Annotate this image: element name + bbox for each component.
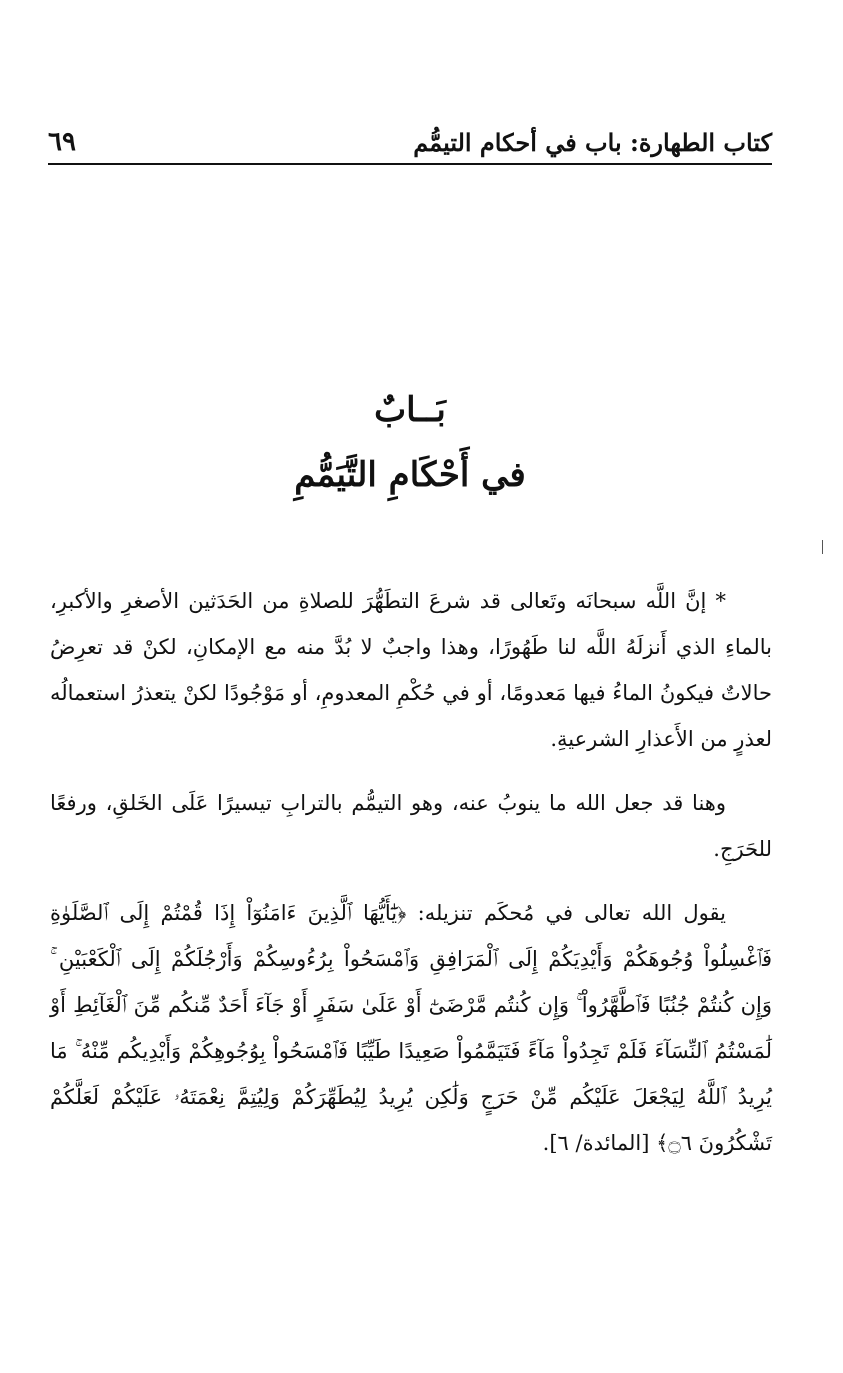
quran-verse: ﴿يَٰٓأَيُّهَا ٱلَّذِينَ ءَامَنُوٓاْ إِذَا قُمْتُمْ إِلَى ٱلصَّلَوٰةِ فَٱغْسِلُواْ وُجُوهَكُمْ وَأَيْدِيَكُمْ إِلَى ٱلْمَرَافِقِ وَٱمْسَحُواْ بِرُءُوسِكُمْ وَأَرْجُلَكُمْ إِلَى ٱلْكَعْبَيْنِ ۚ وَإِن كُنتُمْ جُنُبًا فَٱطَّهَّرُواْ ۚ وَإِن كُنتُم مَّرْضَىٰٓ أَوْ عَلَىٰ سَفَرٍ أَوْ جَآءَ أَحَدٌ مِّنكُم مِّنَ ٱلْغَآئِطِ أَوْ لَٰمَسْتُمُ ٱلنِّسَآءَ فَلَمْ تَجِدُواْ مَآءً فَتَيَمَّمُواْ صَعِيدًا طَيِّبًا فَٱمْسَحُواْ بِوُجُوهِكُمْ وَأَيْدِيكُم مِّنْهُ ۚ مَا يُرِيدُ ٱللَّهُ لِيَجْعَلَ عَلَيْكُم مِّنْ حَرَجٍ وَلَٰكِن يُرِيدُ لِيُطَهِّرَكُمْ وَلِيُتِمَّ نِعْمَتَهُۥ عَلَيْكُمْ لَعَلَّكُمْ تَشْكُرُونَ ۝٦﴾ xyxy=(50,901,772,1155)
verse-citation: [المائدة/ ٦]. xyxy=(542,1131,657,1155)
header-rule xyxy=(48,163,772,165)
chapter-title: في أَحْكَامِ التَّيَمُّمِ xyxy=(294,455,526,495)
running-header-title: كتاب الطهارة: باب في أحكام التيمُّم xyxy=(413,127,772,157)
paragraph-verse xyxy=(50,890,772,1166)
body-text xyxy=(50,578,772,1184)
running-header xyxy=(48,122,772,162)
margin-mark xyxy=(822,540,823,554)
paragraph-intro: * إنَّ اللَّه سبحانَه وتَعالى قد شرعَ التطَهُّرَ للصلاةِ من الحَدَثين الأصغرِ والأكبرِ، بالماءِ الذي أَنزلَهُ اللَّه لنا طَهُورًا، وهذا واجبٌ لا بُدَّ منه مع الإمكانِ، لكنْ قد تعرِضُ حالاتٌ فيكونُ الماءُ فيها مَعدومًا، أو في حُكْمِ المعدومِ، أو مَوْجُودًا لكنْ يتعذرُ استعمالُه لعذرٍ من الأَعذارِ الشرعيةِ. xyxy=(50,589,772,751)
paragraph-substitute: وهنا قد جعل الله ما ينوبُ عنه، وهو التيمُّم بالترابِ تيسيرًا عَلَى الخَلقِ، ورفعًا للحَرَجِ. xyxy=(50,791,772,861)
chapter-heading xyxy=(48,380,772,510)
chapter-label: بَــابٌ xyxy=(374,390,446,430)
page-number: ٦٩ xyxy=(48,127,76,157)
verse-intro: يقول الله تعالى في مُحكَم تنزيله: xyxy=(406,901,727,925)
